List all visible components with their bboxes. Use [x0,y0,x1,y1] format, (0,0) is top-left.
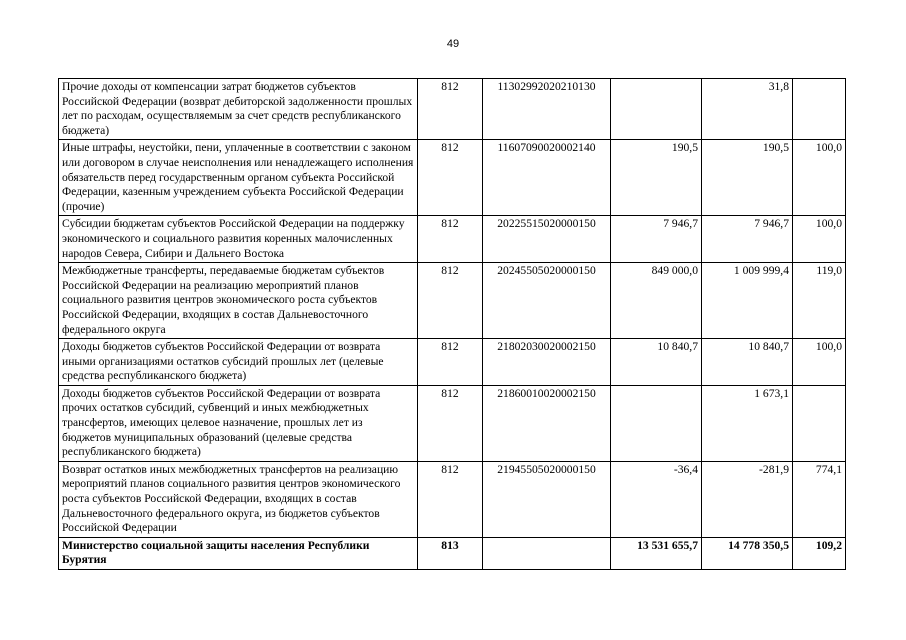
revenue-name-cell: Доходы бюджетов субъектов Российской Федерации от возврата прочих остатков субсидий, субвенций и иных межбюджетных трансфертов, имеющих целевое назначение, прошлых лет из бюджетов муниципальных образований (целевые средства республиканского бюджета) [59,385,418,461]
admin-code-cell: 812 [418,385,483,461]
budget-code-cell: 21860010020002150 [483,385,611,461]
revenue-name-cell: Межбюджетные трансферты, передаваемые бюджетам субъектов Российской Федерации на реализацию мероприятий планов социального развития центров экономического роста субъектов Российской Федерации, входящих в состав Дальневосточного федерального округа [59,263,418,339]
admin-code-cell: 812 [418,339,483,386]
admin-code-cell: 812 [418,79,483,140]
execution-percent-cell: 100,0 [793,339,846,386]
budget-code-cell: 20245505020000150 [483,263,611,339]
admin-code-cell: 812 [418,216,483,263]
planned-amount-cell: 190,5 [611,140,702,216]
ministry-name-cell: Министерство социальной защиты населения Республики Бурятия [59,537,418,569]
planned-amount-cell: 7 946,7 [611,216,702,263]
planned-amount-cell [611,385,702,461]
revenue-name-cell: Доходы бюджетов субъектов Российской Федерации от возврата иными организациями остатков субсидий прошлых лет (целевые средства республиканского бюджета) [59,339,418,386]
executed-amount-cell: 14 778 350,5 [702,537,793,569]
execution-percent-cell: 774,1 [793,461,846,537]
table-row [59,216,846,263]
executed-amount-cell: -281,9 [702,461,793,537]
planned-amount-cell: 13 531 655,7 [611,537,702,569]
budget-code-cell: 21802030020002150 [483,339,611,386]
planned-amount-cell [611,79,702,140]
executed-amount-cell: 31,8 [702,79,793,140]
admin-code-cell: 813 [418,537,483,569]
admin-code-cell: 812 [418,140,483,216]
revenue-name-cell: Иные штрафы, неустойки, пени, уплаченные в соответствии с законом или договором в случае неисполнения или ненадлежащего исполнения обязательств перед государственным органом субъекта Российской Федерации, казенным учреждением субъекта Российской Федерации (прочие) [59,140,418,216]
execution-percent-cell [793,385,846,461]
executed-amount-cell: 7 946,7 [702,216,793,263]
table-row [59,140,846,216]
budget-code-cell: 20225515020000150 [483,216,611,263]
revenue-name-cell: Субсидии бюджетам субъектов Российской Федерации на поддержку экономического и социального развития коренных малочисленных народов Севера, Сибири и Дальнего Востока [59,216,418,263]
table-row [59,385,846,461]
execution-percent-cell: 100,0 [793,216,846,263]
page-number: 49 [446,38,460,50]
execution-percent-cell: 100,0 [793,140,846,216]
budget-code-cell: 11607090020002140 [483,140,611,216]
table-row [59,339,846,386]
executed-amount-cell: 1 673,1 [702,385,793,461]
planned-amount-cell: 10 840,7 [611,339,702,386]
budget-code-cell: 11302992020210130 [483,79,611,140]
execution-percent-cell: 109,2 [793,537,846,569]
total-row [59,537,846,569]
table-row [59,263,846,339]
revenue-name-cell: Прочие доходы от компенсации затрат бюджетов субъектов Российской Федерации (возврат дебиторской задолженности прошлых лет по расходам, осуществляемым за счет средств республиканского бюджета) [59,79,418,140]
revenue-name-cell: Возврат остатков иных межбюджетных трансфертов на реализацию мероприятий планов социального развития центров экономического роста субъектов Российской Федерации, входящих в состав Дальневосточного федерального округа, из бюджетов субъектов Российской Федерации [59,461,418,537]
execution-percent-cell [793,79,846,140]
budget-revenue-table [58,78,846,570]
planned-amount-cell: 849 000,0 [611,263,702,339]
admin-code-cell: 812 [418,263,483,339]
execution-percent-cell: 119,0 [793,263,846,339]
table-row [59,79,846,140]
table-row [59,461,846,537]
executed-amount-cell: 1 009 999,4 [702,263,793,339]
admin-code-cell: 812 [418,461,483,537]
budget-code-cell: 21945505020000150 [483,461,611,537]
budget-code-cell [483,537,611,569]
executed-amount-cell: 190,5 [702,140,793,216]
planned-amount-cell: -36,4 [611,461,702,537]
executed-amount-cell: 10 840,7 [702,339,793,386]
